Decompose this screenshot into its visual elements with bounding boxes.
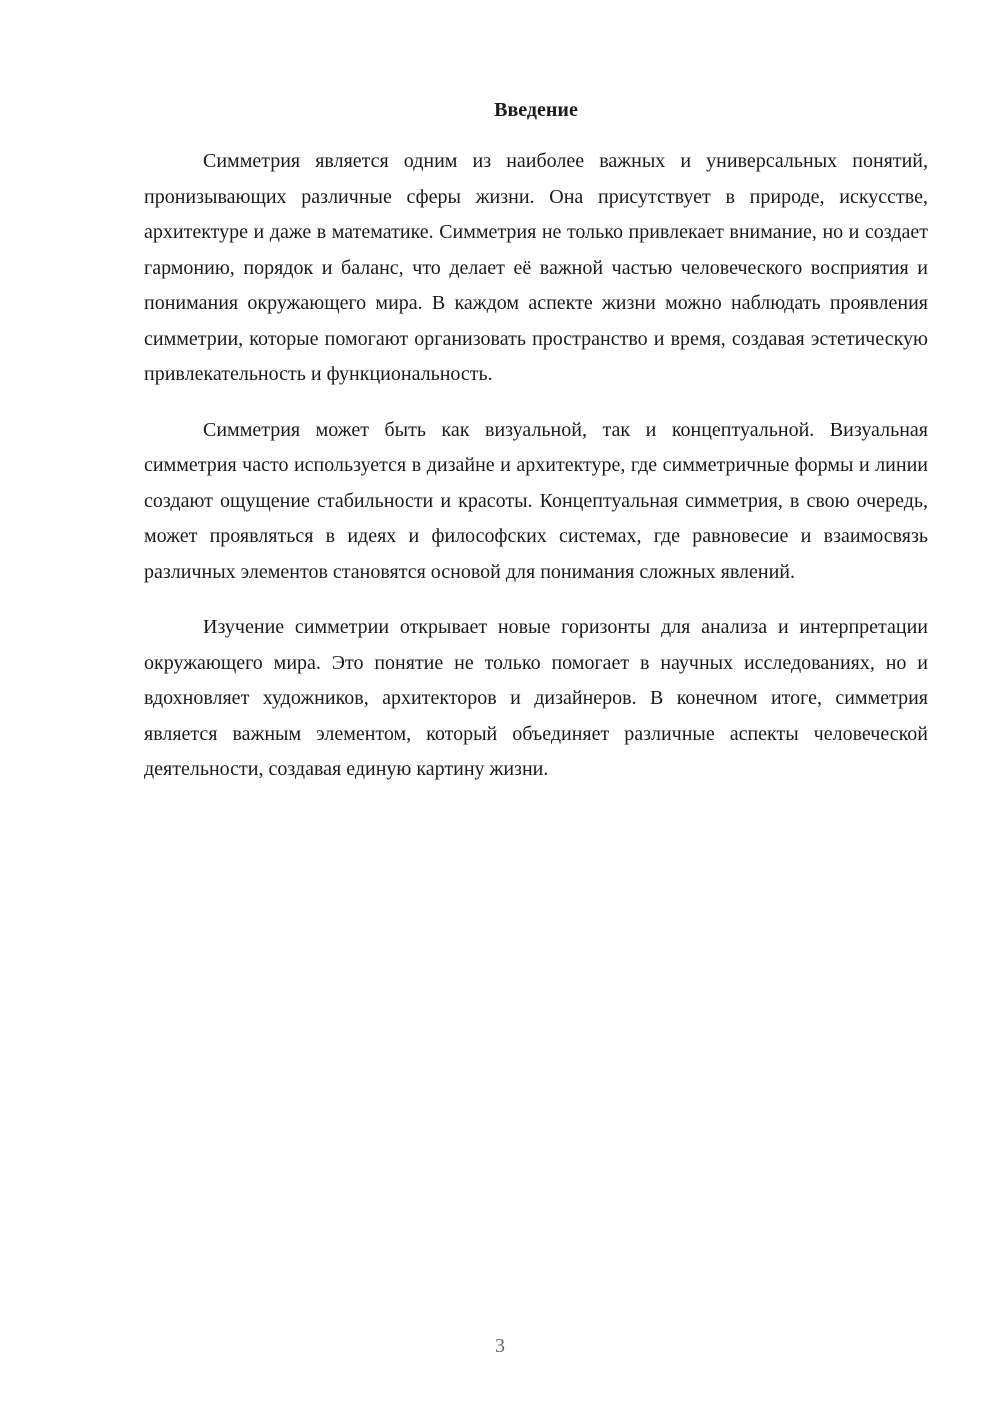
page-content xyxy=(144,94,928,808)
page-title: Введение xyxy=(494,99,578,121)
paragraph-1: Симметрия является одним из наиболее важных и универсальных понятий, пронизывающих различные сферы жизни. Она присутствует в природе, искусстве, архитектуре и даже в математике. Симметрия не только привлекает внимание, но и создает гармонию, порядок и баланс, что делает её важной частью человеческого восприятия и понимания окружающего мира. В каждом аспекте жизни можно наблюдать проявления симметрии, которые помогают организовать пространство и время, создавая эстетическую привлекательность и функциональность. xyxy=(144,150,928,385)
paragraph-3: Изучение симметрии открывает новые горизонты для анализа и интерпретации окружающего мира. Это понятие не только помогает в научных исследованиях, но и вдохновляет художников, архитекторов и дизайнеров. В конечном итоге, симметрия является важным элементом, который объединяет различные аспекты человеческой деятельности, создавая единую картину жизни. xyxy=(144,616,928,780)
page-number: 3 xyxy=(495,1335,505,1357)
paragraph-2: Симметрия может быть как визуальной, так и концептуальной. Визуальная симметрия часто используется в дизайне и архитектуре, где симметричные формы и линии создают ощущение стабильности и красоты. Концептуальная симметрия, в свою очередь, может проявляться в идеях и философских системах, где равновесие и взаимосвязь различных элементов становятся основой для понимания сложных явлений. xyxy=(144,418,928,583)
